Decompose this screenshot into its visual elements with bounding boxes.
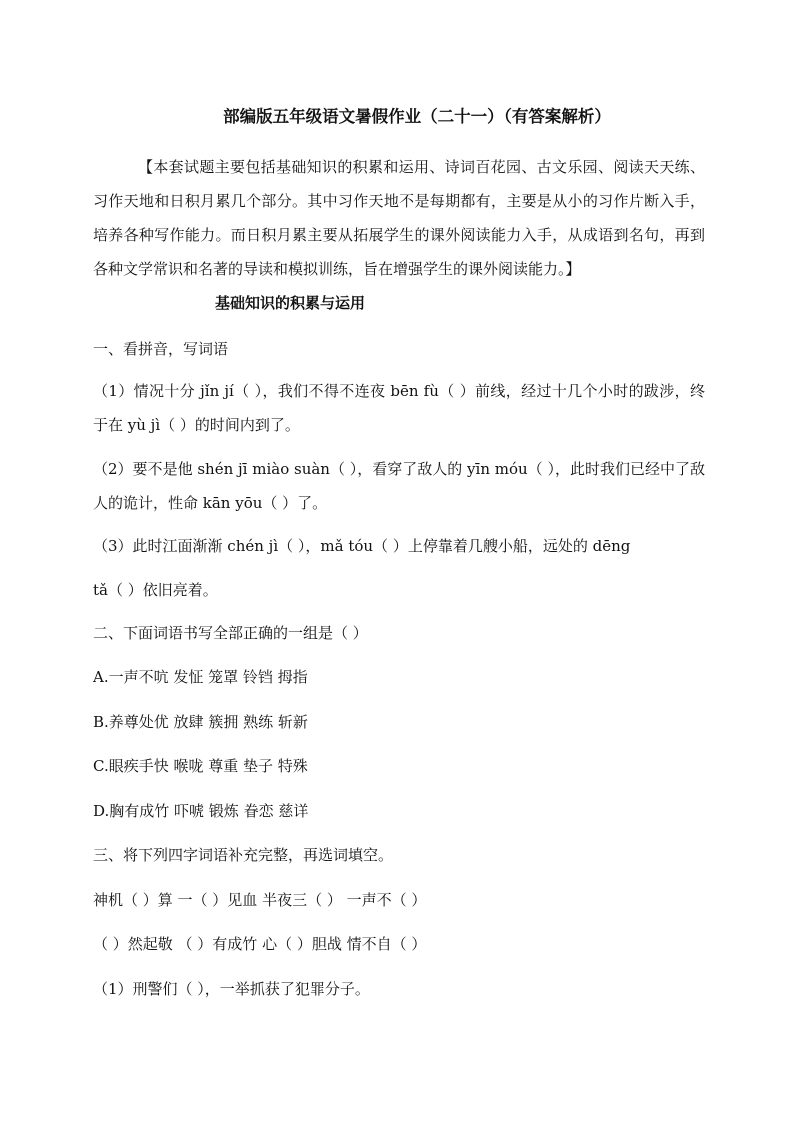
question-2-option-a: A.一声不吭 发怔 笼罩 铃铛 拇指 [93,668,308,686]
question-1-item-2: （2）要不是他 shén jī miào suàn（ ），看穿了敌人的 yīn móu（ ），此时我们已经中了敌人的诡计，性命 kān yōu（ ）了。 [93,460,705,512]
section-heading: 基础知识的积累与运用 [215,294,366,312]
question-3-item-1: （1）刑警们（ ），一举抓获了犯罪分子。 [93,980,370,998]
question-3-word-row-2: （ ）然起敬 （ ）有成竹 心（ ）胆战 情不自（ ） [93,935,427,953]
document-title: 部编版五年级语文暑假作业（二十一）（有答案解析） [223,107,611,126]
question-1-item-1: （1）情况十分 jǐn jí（ ），我们不得不连夜 bēn fù（ ）前线，经过十几个小时的跋涉，终于在 yù jì（ ）的时间内到了。 [93,382,705,434]
question-1-item-3-line-1: （3）此时江面渐渐 chén jì（ ），mǎ tóu（ ）上停靠着几艘小船，远处的 dēng [93,537,631,555]
question-2-option-d: D.胸有成竹 吓唬 锻炼 眷恋 慈详 [93,802,309,820]
question-1-heading: 一、看拼音，写词语 [93,340,229,358]
question-2-heading: 二、下面词语书写全部正确的一组是（ ） [93,624,368,642]
question-2-option-b: B.养尊处优 放肆 簇拥 熟练 斩新 [93,713,308,731]
question-1-item-3-line-2: tǎ（ ）依旧亮着。 [93,581,218,599]
question-3-word-row-1: 神机（ ）算 一（ ）见血 半夜三（ ） 一声不（ ） [93,891,427,909]
question-2-option-c: C.眼疾手快 喉咙 尊重 垫子 特殊 [93,757,308,775]
question-3-heading: 三、将下列四字词语补充完整，再选词填空。 [93,846,394,864]
intro-paragraph: 【本套试题主要包括基础知识的积累和运用、诗词百花园、古文乐园、阅读天天练、习作天地和日积月累几个部分。其中习作天地不是每期都有，主要是从小的习作片断入手，培养各种写作能力。而日积月累主要从拓展学生的课外阅读能力入手，从成语到名句，再到各种文学常识和名著的导读和模拟训练，旨在增强学生的课外阅读能力。】 [93,158,705,278]
